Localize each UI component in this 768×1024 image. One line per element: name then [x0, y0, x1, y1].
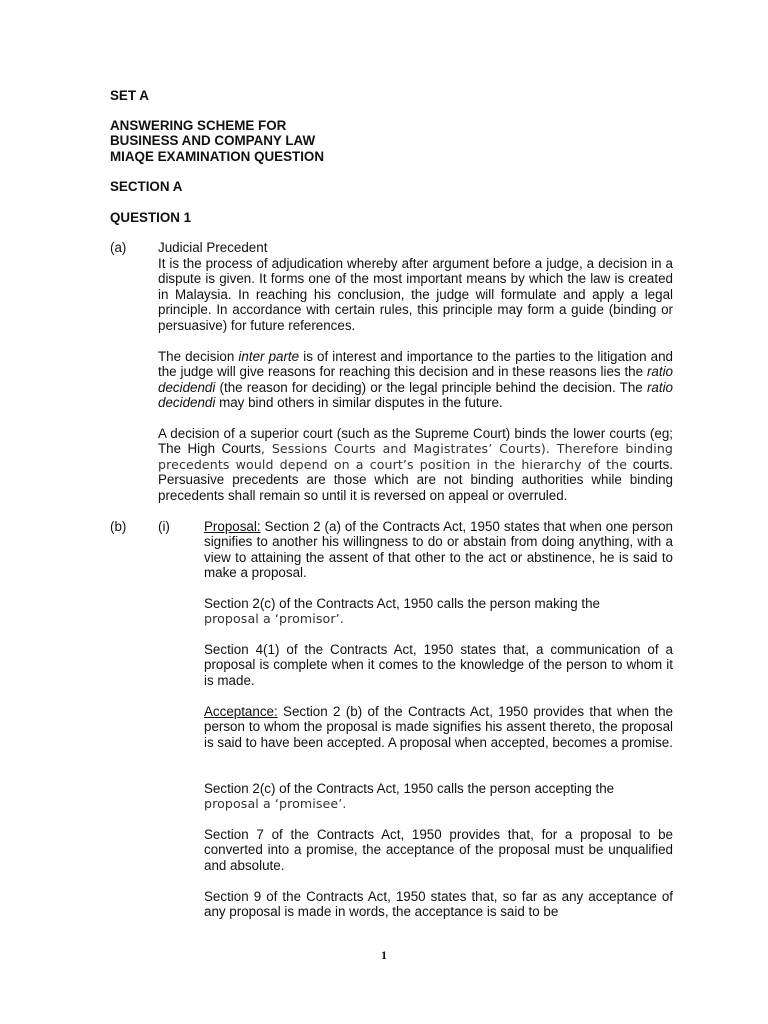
- text-run: Section 2 (b) of the Contracts Act, 1950 provides that when the person to whom the proposal is made signifies his assent thereto, the proposal is said to have been accepted. A proposal when accepted, becomes a promise.: [204, 704, 673, 750]
- page-number: 1: [381, 948, 387, 962]
- section-9-paragraph: Section 9 of the Contracts Act, 1950 states that, so far as any acceptance of any proposal is made in words, the acceptance is said to be: [204, 889, 673, 920]
- part-b-label: (b): [110, 519, 127, 534]
- part-a-paragraph-3: [158, 426, 673, 503]
- set-heading: SET A: [110, 88, 149, 103]
- section-7-paragraph: Section 7 of the Contracts Act, 1950 provides that, for a proposal to be converted into a promise, the acceptance of the proposal must be unqualified and absolute.: [204, 827, 673, 873]
- promisor-paragraph: [204, 596, 673, 627]
- part-b-sublabel: (i): [158, 519, 170, 534]
- title-line-3: MIAQE EXAMINATION QUESTION: [110, 149, 325, 164]
- italic-term: ratio decidendi: [158, 379, 673, 411]
- promisee-paragraph: [204, 781, 673, 812]
- text-run: (the reason for deciding) or the legal principle behind the decision. The: [215, 379, 647, 395]
- text-run: may bind others in similar disputes in the future.: [215, 395, 503, 411]
- text-run: The decision: [158, 349, 239, 364]
- section-heading: SECTION A: [110, 179, 183, 194]
- title-line-1: ANSWERING SCHEME FOR: [110, 118, 287, 133]
- part-a-heading: Judicial Precedent: [158, 240, 268, 255]
- communication-paragraph: Section 4(1) of the Contracts Act, 1950 states that, a communication of a proposal is complete when it comes to the knowledge of the person to whom it is made.: [204, 642, 673, 688]
- proposal-paragraph: [204, 519, 673, 581]
- text-run-soft: proposal a ‘promisee’.: [204, 796, 347, 812]
- acceptance-paragraph: [204, 704, 673, 750]
- acceptance-title: Acceptance:: [204, 704, 278, 719]
- text-run-soft: proposal a ‘promisor’.: [204, 611, 344, 627]
- text-run: Section 2(c) of the Contracts Act, 1950 calls the person accepting the: [204, 781, 615, 796]
- part-a-paragraph-2: [158, 349, 673, 411]
- part-a-label: (a): [110, 240, 127, 255]
- part-a-paragraph-1: It is the process of adjudication whereby after argument before a judge, a decision in a dispute is given. It forms one of the most important means by which the law is created in Malaysia. In reaching his conclusion, the judge will formulate and apply a legal principle. In accordance with certain rules, this principle may form a guide (binding or persuasive) for future references.: [158, 256, 673, 333]
- text-run-soft: , Sessions Courts and Magistrates’ Courts). Therefore binding precedents would depend on a court’s position in the hierarchy of the: [158, 441, 674, 472]
- proposal-title: Proposal:: [204, 519, 261, 534]
- text-run: Section 2(c) of the Contracts Act, 1950 calls the person making the: [204, 596, 600, 611]
- text-run: is of interest and importance to the parties to the litigation and the judge will give reasons for reaching this decision and in these reasons lies the: [158, 349, 673, 380]
- text-run: A decision of a superior court (such as the Supreme Court) binds the lower courts (eg; The High Courts: [158, 426, 673, 457]
- question-heading: QUESTION 1: [110, 210, 192, 225]
- italic-term: inter parte: [238, 349, 300, 364]
- text-run: Section 2 (a) of the Contracts Act, 1950 states that when one person signifies to another his willingness to do or abstain from doing anything, with a view to attaining the assent of that other to the act or abstinence, he is said to make a proposal.: [204, 519, 673, 581]
- title-line-2: BUSINESS AND COMPANY LAW: [110, 133, 316, 148]
- text-run: courts. Persuasive precedents are those which are not binding authorities while binding precedents shall remain so until it is reversed on appeal or overruled.: [158, 456, 673, 503]
- italic-term: ratio decidendi: [158, 364, 673, 395]
